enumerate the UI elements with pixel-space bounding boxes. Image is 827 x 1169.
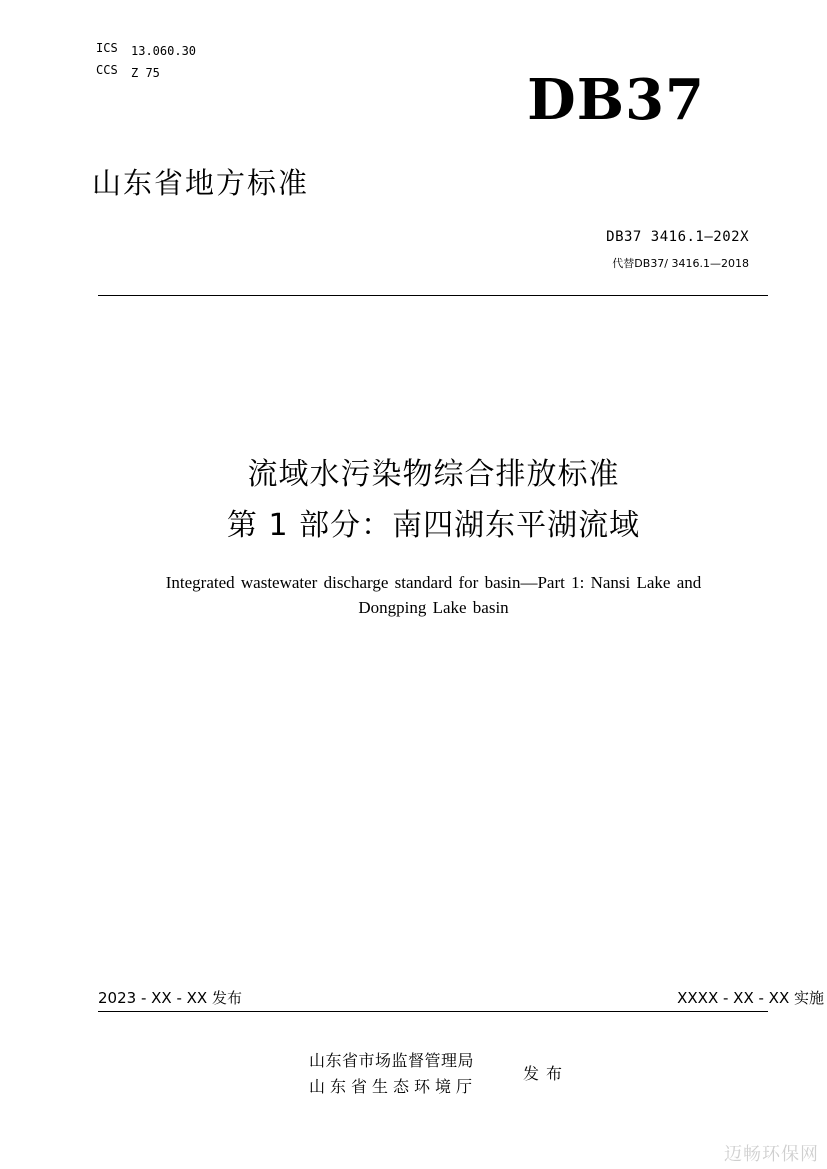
replaces-standard: 代替DB37/ 3416.1—2018 (612, 257, 749, 270)
title-cn-line1: 流域水污染物综合排放标准 (247, 457, 620, 492)
db-logo: DB37 (527, 67, 705, 133)
ccs-label: CCS (96, 63, 118, 77)
top-divider (98, 295, 768, 296)
publish-label: 发布 (523, 1064, 570, 1083)
implementation-date: XXXX - XX - XX 实施 (677, 989, 824, 1007)
standard-type: 山东省地方标准 (92, 166, 310, 200)
bottom-divider (98, 1011, 768, 1012)
ics-value: 13.060.30 (131, 44, 197, 58)
standard-number: DB37 3416.1—202X (606, 229, 749, 245)
title-en-line1: Integrated wastewater discharge standard for basin—Part 1: Nansi Lake and (165, 573, 702, 592)
title-cn-line2: 第 1 部分：南四湖东平湖流域 (226, 508, 641, 543)
ics-label: ICS (96, 41, 118, 55)
issuer-ecology-environment: 山东省生态环境厅 (309, 1077, 478, 1096)
watermark: 迈畅环保网 (724, 1144, 819, 1165)
title-en-line2: Dongping Lake basin (358, 598, 509, 617)
ccs-value: Z 75 (131, 66, 160, 80)
issue-date: 2023 - XX - XX 发布 (98, 989, 242, 1007)
issuer-market-regulation: 山东省市场监督管理局 (309, 1051, 475, 1070)
